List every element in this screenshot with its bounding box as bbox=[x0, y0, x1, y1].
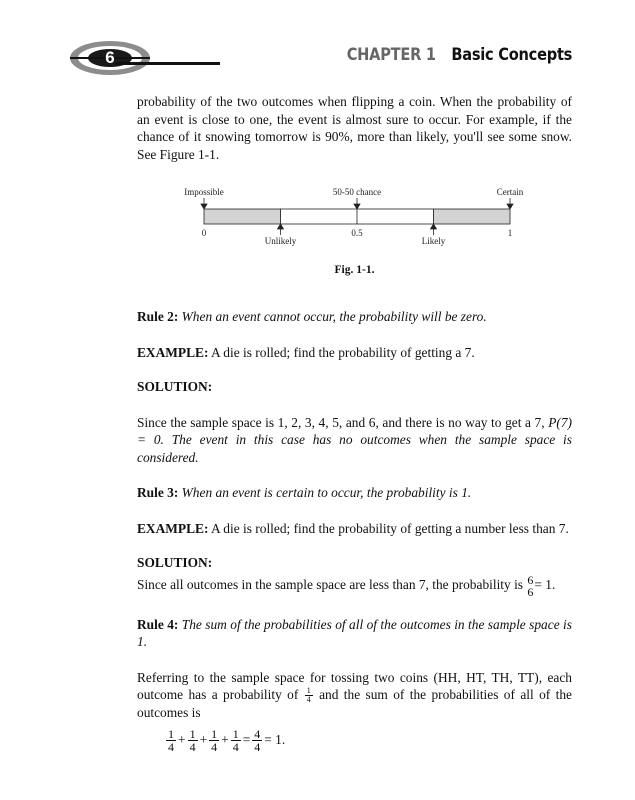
scale-half: 0.5 bbox=[351, 228, 363, 238]
eq-term-3-den: 4 bbox=[211, 739, 218, 754]
shade-left bbox=[204, 209, 281, 224]
running-head bbox=[347, 45, 572, 65]
solution-2-heading: SOLUTION: bbox=[137, 555, 213, 570]
solution-2-text bbox=[137, 574, 572, 598]
plus-sign: + bbox=[221, 731, 229, 747]
rule-4-text: The sum of the probabilities of all of the outcomes in the sample space is 1. bbox=[137, 616, 572, 649]
page-header bbox=[0, 0, 635, 90]
arrowhead-certain bbox=[507, 204, 513, 209]
example-2 bbox=[137, 520, 572, 538]
fraction-numerator: 1 bbox=[306, 686, 311, 696]
solution-2-result: = 1. bbox=[534, 576, 556, 592]
eq-term-1 bbox=[166, 728, 176, 753]
eq-term-2-den: 4 bbox=[189, 739, 196, 754]
label-likely: Likely bbox=[421, 236, 446, 246]
eq-term-2 bbox=[188, 728, 198, 753]
solution-1-text bbox=[137, 414, 572, 467]
sum-equation bbox=[137, 728, 572, 753]
rule-3-text: When an event is certain to occur, the probability is 1. bbox=[181, 485, 472, 500]
solution-1-text-a: Since the sample space is 1, 2, 3, 4, 5, and 6, and there is no way to get a 7, bbox=[137, 414, 545, 430]
label-fifty-fifty: 50-50 chance bbox=[332, 187, 382, 197]
arrowhead-fifty-fifty bbox=[354, 204, 360, 209]
page-body bbox=[137, 93, 572, 753]
solution-1-heading: SOLUTION: bbox=[137, 379, 213, 394]
eq-term-1-den: 4 bbox=[168, 739, 174, 754]
example-1-text: A die is rolled; find the probability of getting a 7. bbox=[211, 344, 475, 360]
label-certain: Certain bbox=[496, 187, 524, 197]
solution-2-sentence: Since all outcomes in the sample space are less than 7, the probability is bbox=[137, 576, 523, 592]
paragraph-4-text-b: and the sum of the probabilities of all of the outcomes is bbox=[137, 687, 572, 721]
eq-term-1-num: 1 bbox=[168, 726, 174, 741]
eq-term-4 bbox=[231, 728, 241, 753]
label-impossible: Impossible bbox=[184, 187, 224, 197]
page-number-badge bbox=[70, 40, 150, 76]
eq-term-4-den: 4 bbox=[232, 739, 239, 754]
chapter-label: CHAPTER 1 bbox=[346, 45, 436, 65]
fraction-denominator: 6 bbox=[527, 584, 534, 599]
plus-sign: + bbox=[199, 731, 208, 747]
paragraph-4 bbox=[137, 669, 572, 722]
page-number: 6 bbox=[105, 48, 115, 67]
fraction-numerator: 6 bbox=[527, 572, 534, 587]
eq-sum-den: 4 bbox=[254, 739, 261, 754]
eq-term-3 bbox=[209, 728, 219, 753]
example-2-label: EXAMPLE: bbox=[137, 520, 209, 536]
example-1 bbox=[137, 344, 572, 362]
eq-sum bbox=[252, 728, 262, 753]
rule-2-label: Rule 2: bbox=[137, 309, 179, 324]
fraction-denominator: 4 bbox=[306, 695, 311, 705]
figure-1-1 bbox=[137, 185, 572, 290]
eq-term-3-num: 1 bbox=[211, 726, 218, 741]
plus-sign: + bbox=[178, 731, 186, 747]
eq-result: = 1. bbox=[264, 731, 286, 747]
label-unlikely: Unlikely bbox=[264, 236, 297, 246]
rule-2 bbox=[137, 308, 572, 326]
chapter-title: Basic Concepts bbox=[451, 45, 572, 65]
rule-2-text: When an event cannot occur, the probability will be zero. bbox=[181, 309, 487, 324]
figure-caption: Fig. 1-1. bbox=[334, 264, 375, 276]
rule-4-label: Rule 4: bbox=[137, 616, 179, 632]
scale-one: 1 bbox=[507, 228, 513, 238]
scale-zero: 0 bbox=[201, 228, 207, 238]
intro-paragraph: probability of the two outcomes when flipping a coin. When the probability of an event is close to one, the event is almost sure to occur. For example, if the chance of it snowing tomorrow is 90%, more than likely, you'll see some snow. See Figure 1-1. bbox=[137, 94, 572, 162]
shade-right bbox=[434, 209, 511, 224]
example-1-label: EXAMPLE: bbox=[137, 344, 209, 360]
rule-4 bbox=[137, 616, 572, 651]
solution-1-text-b: P(7) = 0. The event in this case has no outcomes when the sample space is considered. bbox=[137, 414, 572, 465]
eq-term-4-num: 1 bbox=[232, 726, 239, 741]
rule-3-label: Rule 3: bbox=[137, 485, 179, 500]
equals-sign: = bbox=[242, 731, 251, 747]
eq-sum-num: 4 bbox=[254, 726, 261, 741]
header-rule bbox=[115, 62, 220, 65]
paragraph-4-text-a: Referring to the sample space for tossing two coins (HH, HT, TH, TT), each outcome has a probability of bbox=[137, 669, 572, 702]
example-2-text: A die is rolled; find the probability of getting a number less than 7. bbox=[211, 520, 569, 536]
solution-2-fraction bbox=[527, 574, 533, 598]
eq-term-2-num: 1 bbox=[189, 726, 196, 741]
paragraph-4-fraction bbox=[305, 687, 313, 704]
probability-scale-diagram bbox=[137, 185, 572, 265]
rule-3 bbox=[137, 484, 572, 502]
arrowhead-impossible bbox=[201, 204, 207, 209]
